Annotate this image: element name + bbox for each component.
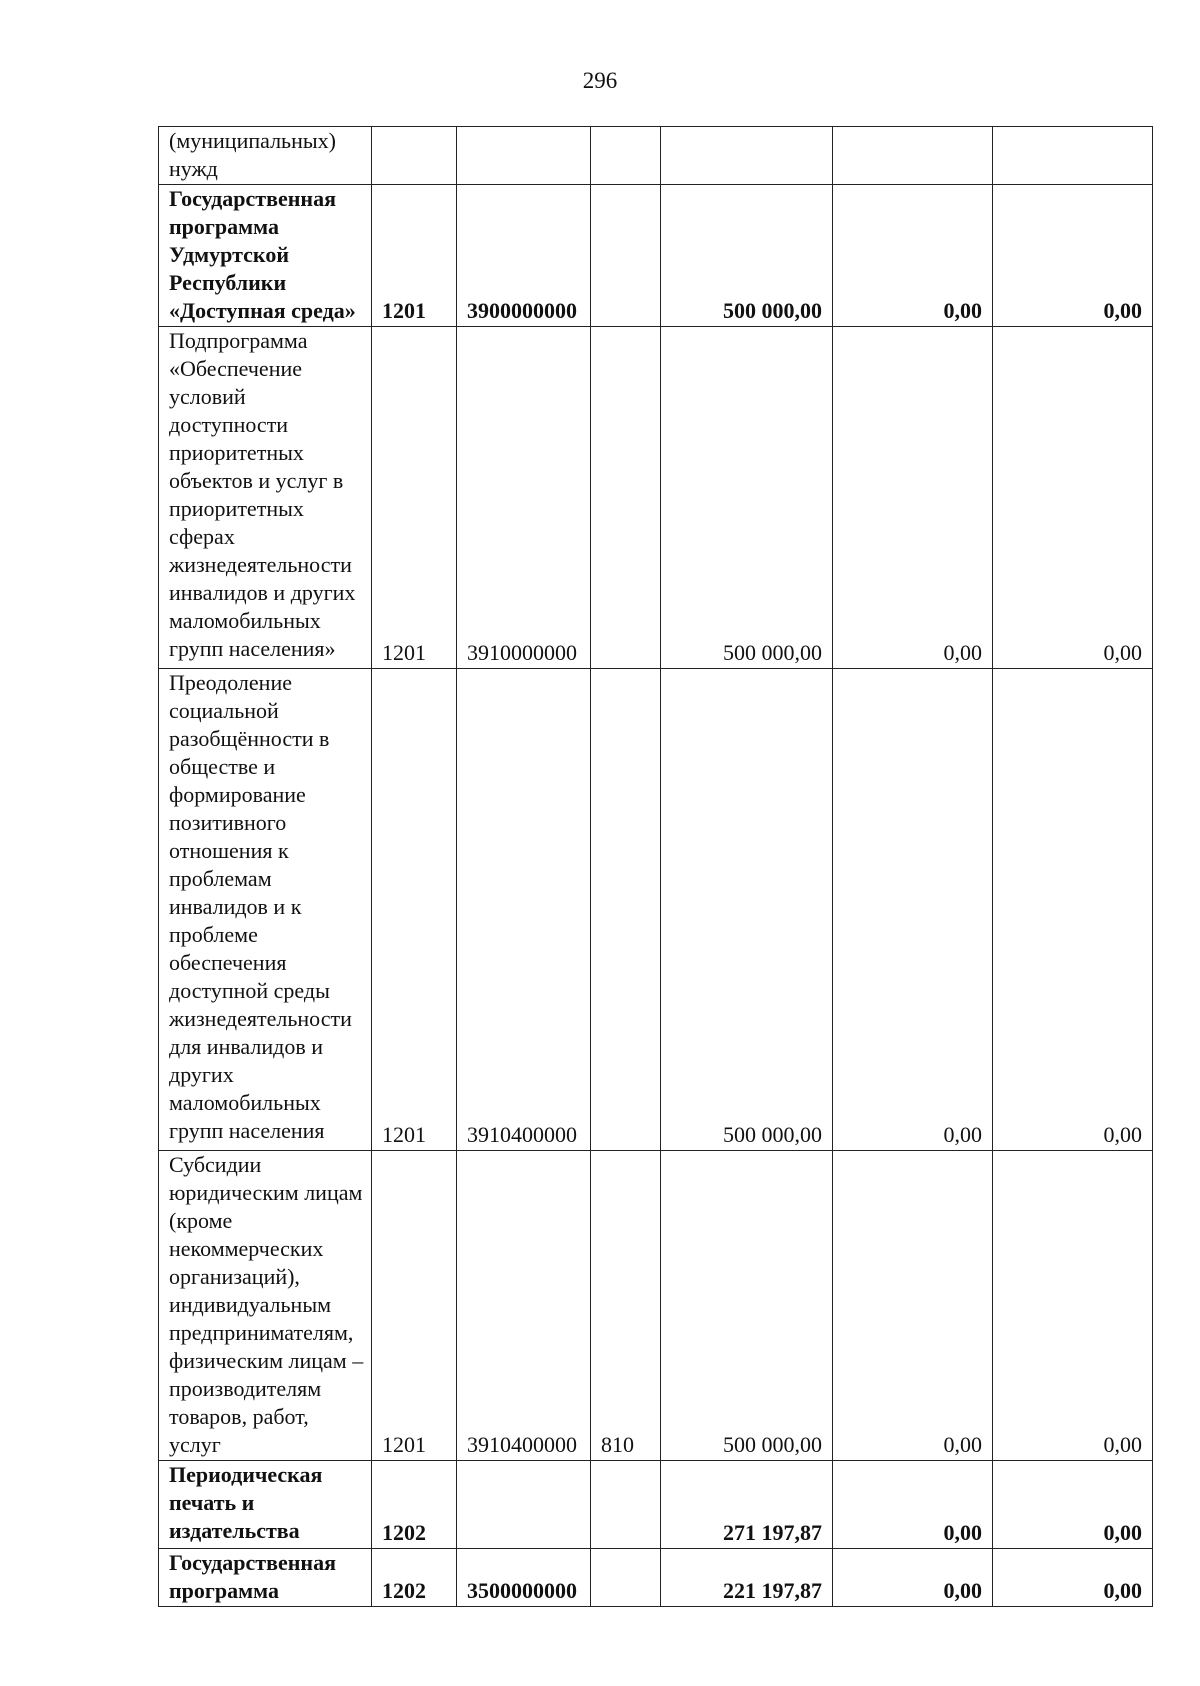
expense-type-cell — [591, 1549, 661, 1607]
target-article-cell: 3900000000 — [457, 185, 591, 327]
table-row — [159, 1461, 1153, 1549]
item-name-cell: (муниципальных) нужд — [159, 127, 372, 185]
budget-table-body — [159, 127, 1153, 1607]
table-row — [159, 185, 1153, 327]
expense-type-cell — [591, 185, 661, 327]
expense-type-cell — [591, 327, 661, 669]
amount-cell: 0,00 — [993, 669, 1153, 1151]
amount-cell: 500 000,00 — [661, 669, 833, 1151]
table-row — [159, 1151, 1153, 1461]
item-name-cell: Государственная программа — [159, 1549, 372, 1607]
amount-cell: 500 000,00 — [661, 327, 833, 669]
target-article-cell: 3910400000 — [457, 1151, 591, 1461]
section-code-cell: 1201 — [372, 327, 457, 669]
amount-cell: 500 000,00 — [661, 1151, 833, 1461]
section-code-cell: 1201 — [372, 185, 457, 327]
item-name-cell: Субсидии юридическим лицам (кроме некоммерческих организаций), индивидуальным предпринимателям, физическим лицам – производителям товаров, работ, услуг — [159, 1151, 372, 1461]
amount-cell: 0,00 — [833, 1549, 993, 1607]
table-row — [159, 1549, 1153, 1607]
section-code-cell: 1202 — [372, 1461, 457, 1549]
section-code-cell: 1201 — [372, 1151, 457, 1461]
target-article-cell: 3500000000 — [457, 1549, 591, 1607]
amount-cell — [661, 127, 833, 185]
section-code-cell: 1202 — [372, 1549, 457, 1607]
amount-cell — [833, 127, 993, 185]
section-code-cell — [372, 127, 457, 185]
target-article-cell — [457, 127, 591, 185]
item-name-cell: Преодоление социальной разобщённости в обществе и формирование позитивного отношения к проблемам инвалидов и к проблеме обеспечения доступной среды жизнедеятельности для инвалидов и других маломобильных групп населения — [159, 669, 372, 1151]
amount-cell: 0,00 — [833, 185, 993, 327]
amount-cell: 0,00 — [833, 669, 993, 1151]
amount-cell: 0,00 — [833, 327, 993, 669]
amount-cell: 0,00 — [993, 1461, 1153, 1549]
amount-cell: 500 000,00 — [661, 185, 833, 327]
amount-cell: 271 197,87 — [661, 1461, 833, 1549]
expense-type-cell — [591, 1461, 661, 1549]
table-row — [159, 669, 1153, 1151]
amount-cell — [993, 127, 1153, 185]
amount-cell: 221 197,87 — [661, 1549, 833, 1607]
table-row — [159, 127, 1153, 185]
target-article-cell: 3910000000 — [457, 327, 591, 669]
item-name-cell: Подпрограмма «Обеспечение условий доступности приоритетных объектов и услуг в приоритетных сферах жизнедеятельности инвалидов и других маломобильных групп населения» — [159, 327, 372, 669]
amount-cell: 0,00 — [833, 1461, 993, 1549]
page-number: 296 — [582, 68, 618, 93]
target-article-cell — [457, 1461, 591, 1549]
amount-cell: 0,00 — [993, 185, 1153, 327]
target-article-cell: 3910400000 — [457, 669, 591, 1151]
table-row — [159, 327, 1153, 669]
budget-table — [158, 126, 1153, 1607]
amount-cell: 0,00 — [993, 1549, 1153, 1607]
amount-cell: 0,00 — [993, 327, 1153, 669]
amount-cell: 0,00 — [993, 1151, 1153, 1461]
amount-cell: 0,00 — [833, 1151, 993, 1461]
expense-type-cell — [591, 669, 661, 1151]
expense-type-cell — [591, 127, 661, 185]
section-code-cell: 1201 — [372, 669, 457, 1151]
item-name-cell: Государственная программа Удмуртской Республики «Доступная среда» — [159, 185, 372, 327]
expense-type-cell: 810 — [591, 1151, 661, 1461]
item-name-cell: Периодическая печать и издательства — [159, 1461, 372, 1549]
